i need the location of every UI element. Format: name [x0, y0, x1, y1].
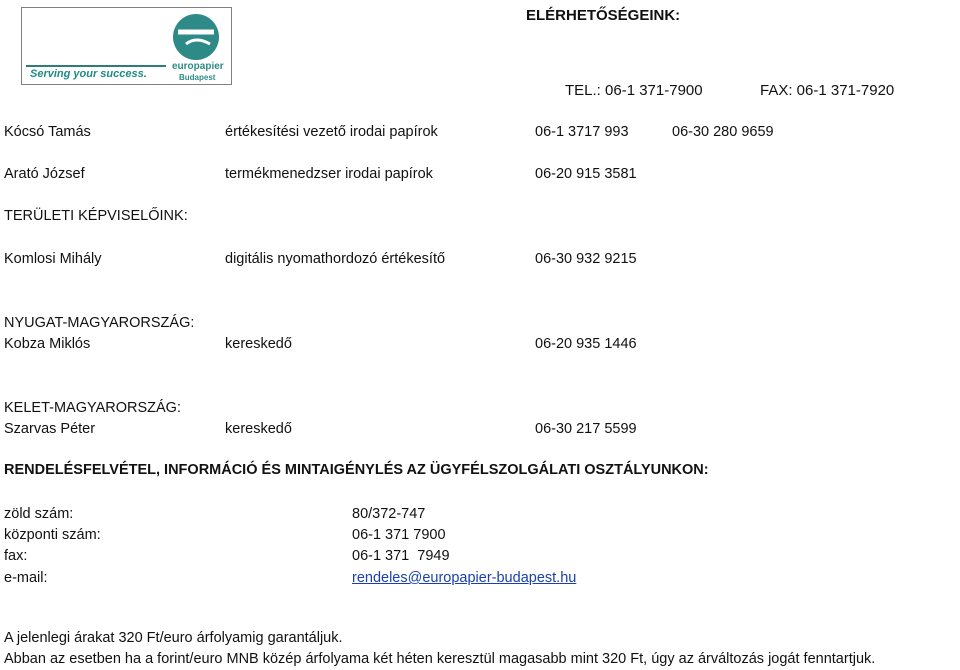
staff-name: Kócsó Tamás: [4, 124, 91, 140]
orders-heading: RENDELÉSFELVÉTEL, INFORMÁCIÓ ÉS MINTAIGÉNYLÉS AZ ÜGYFÉLSZOLGÁLATI OSZTÁLYUNKON:: [4, 462, 709, 478]
contact-label: zöld szám:: [4, 506, 74, 522]
staff-phone: 06-20 915 3581: [535, 166, 637, 182]
email-link[interactable]: rendeles@europapier-budapest.hu: [352, 570, 577, 586]
contact-label: fax:: [4, 548, 28, 564]
company-logo: [21, 7, 232, 85]
rep-name: Kobza Miklós: [4, 336, 91, 352]
fax-value: 06-1 371 7949: [352, 548, 450, 564]
staff-mobile: 06-30 280 9659: [672, 124, 774, 140]
staff-role: értékesítési vezető irodai papírok: [225, 124, 438, 140]
staff-phone: 06-1 3717 993: [535, 124, 629, 140]
green-number-value: 80/372-747: [352, 506, 426, 522]
rep-role: kereskedő: [225, 421, 292, 437]
main-phone: TEL.: 06-1 371-7900: [565, 82, 703, 99]
logo-city: Budapest: [179, 73, 216, 82]
region-east-heading: KELET-MAGYARORSZÁG:: [4, 400, 181, 416]
rep-role: digitális nyomathordozó értékesítő: [225, 251, 446, 267]
rep-name: Szarvas Péter: [4, 421, 96, 437]
rep-role: kereskedő: [225, 336, 292, 352]
rep-phone: 06-30 932 9215: [535, 251, 637, 267]
logo-band: [26, 65, 166, 67]
contact-label: e-mail:: [4, 570, 48, 586]
rep-phone: 06-20 935 1446: [535, 336, 637, 352]
price-guarantee-note: A jelenlegi árakat 320 Ft/euro árfolyamig garantáljuk.: [4, 630, 343, 646]
rep-phone: 06-30 217 5599: [535, 421, 637, 437]
europapier-logo-icon: [170, 12, 222, 62]
page-title: ELÉRHETŐSÉGEINK:: [526, 7, 681, 24]
logo-brand: europapier: [172, 61, 224, 72]
logo-slogan: Serving your success.: [30, 68, 147, 80]
price-change-note: Abban az esetben ha a forint/euro MNB közép árfolyama két héten keresztül magasabb mint 320 Ft, úgy az árváltozás jogát fenntartjuk.: [4, 651, 876, 667]
region-west-heading: NYUGAT-MAGYARORSZÁG:: [4, 315, 195, 331]
central-number-value: 06-1 371 7900: [352, 527, 446, 543]
regional-heading: TERÜLETI KÉPVISELŐINK:: [4, 208, 188, 224]
staff-role: termékmenedzser irodai papírok: [225, 166, 433, 182]
contact-label: központi szám:: [4, 527, 101, 543]
rep-name: Komlosi Mihály: [4, 251, 102, 267]
main-fax: FAX: 06-1 371-7920: [760, 82, 895, 99]
staff-name: Arató József: [4, 166, 85, 182]
